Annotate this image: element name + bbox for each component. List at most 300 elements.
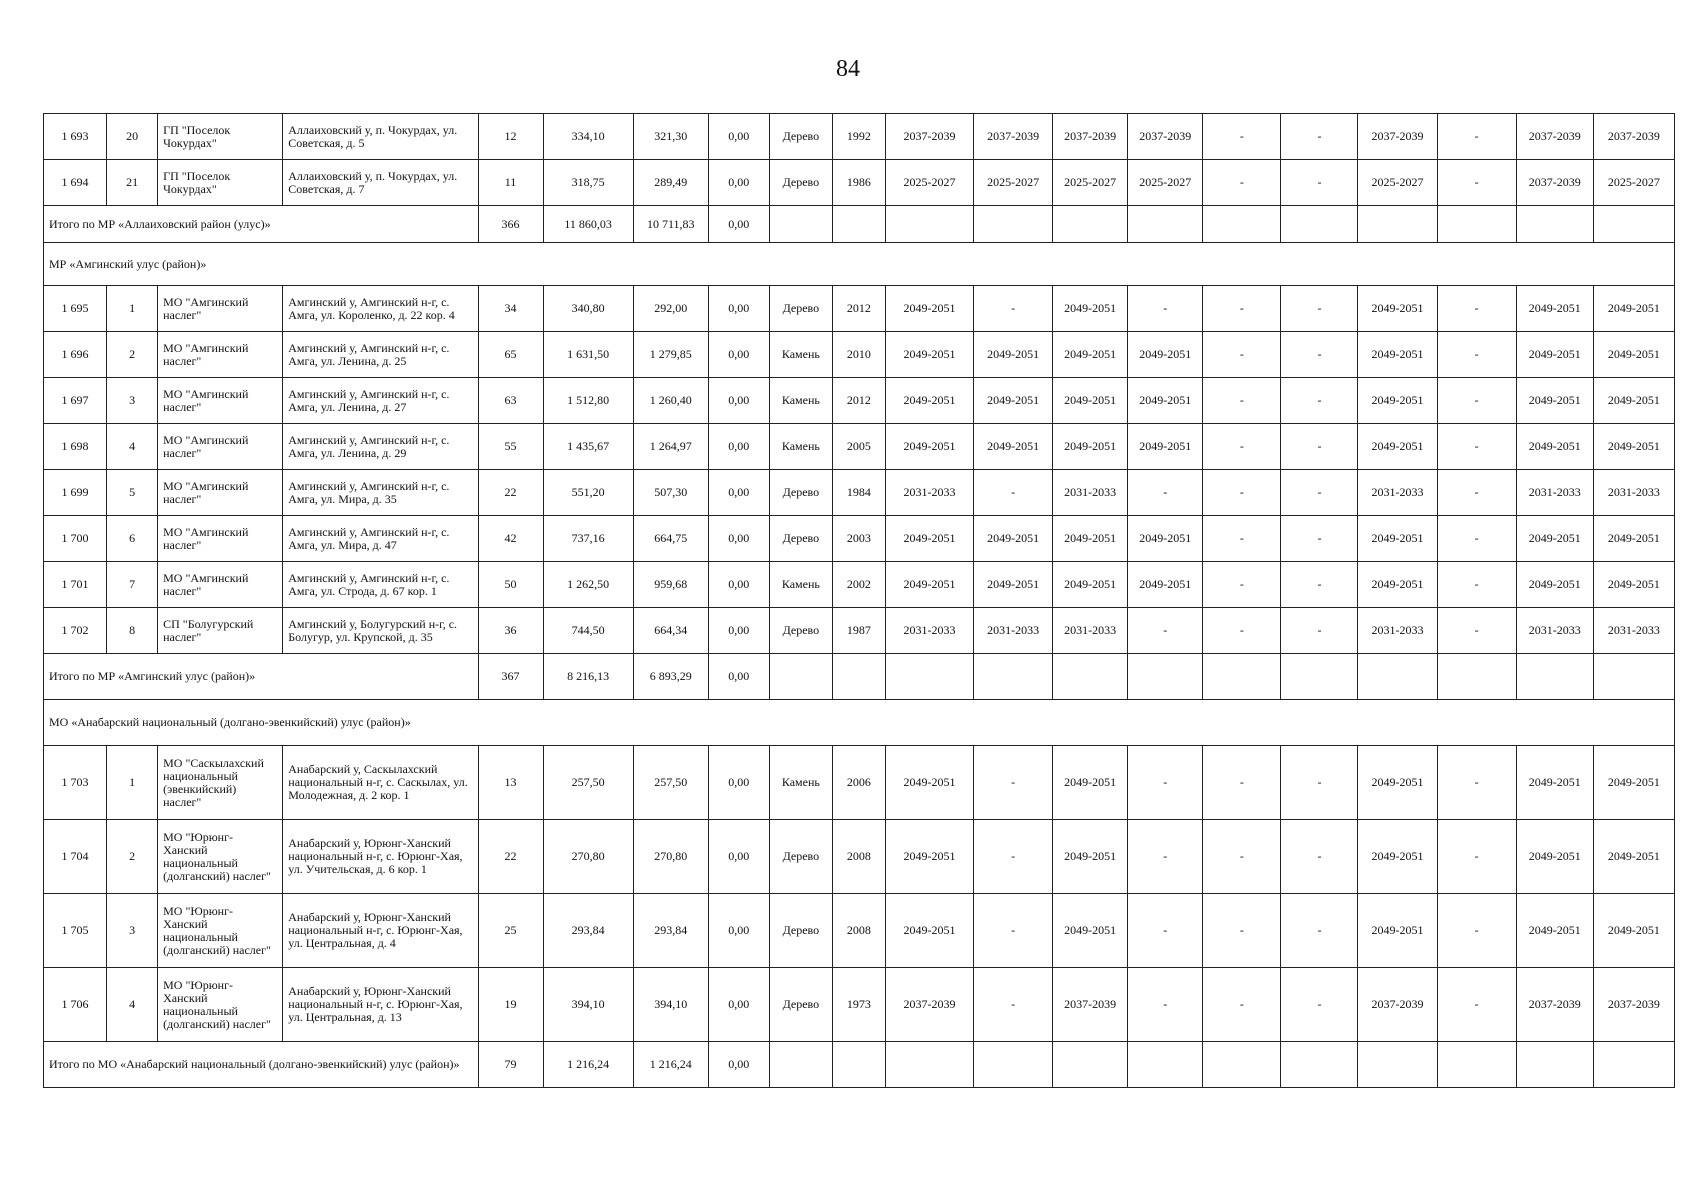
table-cell: - <box>1281 424 1358 470</box>
table-cell: - <box>1281 160 1358 206</box>
table-cell: - <box>1437 114 1516 160</box>
empty-cell <box>1593 206 1674 243</box>
empty-cell <box>769 206 832 243</box>
table-cell: - <box>1281 516 1358 562</box>
table-cell: 2031-2033 <box>1358 608 1437 654</box>
table-row <box>44 332 1675 378</box>
table-cell: - <box>1203 470 1281 516</box>
empty-cell <box>1437 654 1516 700</box>
table-cell: 1 512,80 <box>543 378 633 424</box>
table-cell: 5 <box>107 470 158 516</box>
table-cell: МО "Юрюнг-Ханский национальный (долганский) наслег" <box>158 968 283 1042</box>
table-cell: 1 698 <box>44 424 107 470</box>
table-cell: Амгинский у, Амгинский н-г, с. Амга, ул. Ленина, д. 25 <box>283 332 478 378</box>
table-cell: 1987 <box>832 608 885 654</box>
table-cell: 1 700 <box>44 516 107 562</box>
table-cell: 959,68 <box>633 562 708 608</box>
table-cell: - <box>974 968 1053 1042</box>
table-cell: Дерево <box>769 894 832 968</box>
table-cell: - <box>1203 516 1281 562</box>
table-cell: 8 <box>107 608 158 654</box>
total-row <box>44 1042 1675 1088</box>
table-cell: 2 <box>107 332 158 378</box>
table-cell: Дерево <box>769 470 832 516</box>
table-cell: - <box>1437 894 1516 968</box>
total-row <box>44 206 1675 243</box>
table-cell: 55 <box>478 424 543 470</box>
table-cell: 2037-2039 <box>1593 968 1674 1042</box>
table-cell: Анабарский у, Саскылахский национальный н-г, с. Саскылах, ул. Молодежная, д. 2 кор. 1 <box>283 746 478 820</box>
table-cell: 2049-2051 <box>1128 562 1203 608</box>
empty-cell <box>1053 1042 1128 1088</box>
table-cell: 2049-2051 <box>1053 820 1128 894</box>
table-cell: - <box>1128 820 1203 894</box>
table-cell: - <box>1437 608 1516 654</box>
table-cell: 1984 <box>832 470 885 516</box>
table-cell: 2049-2051 <box>1593 894 1674 968</box>
table-cell: - <box>1437 424 1516 470</box>
table-cell: 289,49 <box>633 160 708 206</box>
table-cell: 1 631,50 <box>543 332 633 378</box>
table-cell: 1 695 <box>44 286 107 332</box>
table-cell: 22 <box>478 820 543 894</box>
table-cell: 2037-2039 <box>1053 968 1128 1042</box>
table-row <box>44 160 1675 206</box>
table-cell: 6 <box>107 516 158 562</box>
table-cell: - <box>1203 286 1281 332</box>
table-cell: 2031-2033 <box>1053 470 1128 516</box>
table-cell: 1992 <box>832 114 885 160</box>
table-cell: Дерево <box>769 820 832 894</box>
table-cell: 394,10 <box>633 968 708 1042</box>
table-cell: 34 <box>478 286 543 332</box>
empty-cell <box>885 654 973 700</box>
table-cell: Анабарский у, Юрюнг-Ханский национальный н-г, с. Юрюнг-Хая, ул. Учительская, д. 6 кор. 1 <box>283 820 478 894</box>
table-cell: 12 <box>478 114 543 160</box>
empty-cell <box>974 206 1053 243</box>
table-cell: МО "Амгинский наслег" <box>158 516 283 562</box>
table-cell: 2049-2051 <box>1516 332 1593 378</box>
table-cell: 2031-2033 <box>885 608 973 654</box>
table-cell: 3 <box>107 894 158 968</box>
table-cell: 293,84 <box>633 894 708 968</box>
table-row <box>44 470 1675 516</box>
table-cell: 2049-2051 <box>1358 746 1437 820</box>
table-cell: 664,34 <box>633 608 708 654</box>
table-cell: 1 699 <box>44 470 107 516</box>
table-cell: 63 <box>478 378 543 424</box>
table-cell: 1 694 <box>44 160 107 206</box>
table-cell: 1986 <box>832 160 885 206</box>
table-cell: 2012 <box>832 286 885 332</box>
table-cell: Камень <box>769 424 832 470</box>
table-cell: 2010 <box>832 332 885 378</box>
table-cell: 2049-2051 <box>974 332 1053 378</box>
table-cell: МО "Амгинский наслег" <box>158 286 283 332</box>
table-cell: 1 702 <box>44 608 107 654</box>
table-row <box>44 746 1675 820</box>
table-cell: - <box>1437 332 1516 378</box>
table-cell: 2005 <box>832 424 885 470</box>
total-label: Итого по МР «Аллаиховский район (улус)» <box>44 206 479 243</box>
table-cell: Дерево <box>769 286 832 332</box>
table-cell: 394,10 <box>543 968 633 1042</box>
table-cell: 2049-2051 <box>885 424 973 470</box>
table-cell: - <box>1128 894 1203 968</box>
empty-cell <box>1203 1042 1281 1088</box>
table-cell: 36 <box>478 608 543 654</box>
table-cell: 1 435,67 <box>543 424 633 470</box>
table-cell: 4 <box>107 968 158 1042</box>
table-cell: - <box>1281 894 1358 968</box>
table-cell: 25 <box>478 894 543 968</box>
table-cell: 3 <box>107 378 158 424</box>
table-cell: Аллаиховский у, п. Чокурдах, ул. Советская, д. 5 <box>283 114 478 160</box>
empty-cell <box>1437 1042 1516 1088</box>
table-cell: 2006 <box>832 746 885 820</box>
table-row <box>44 378 1675 424</box>
table-cell: - <box>1281 608 1358 654</box>
table-cell: 2037-2039 <box>1358 968 1437 1042</box>
table-cell: 2031-2033 <box>1593 608 1674 654</box>
empty-cell <box>1358 654 1437 700</box>
table-cell: МО "Амгинский наслег" <box>158 424 283 470</box>
empty-cell <box>974 654 1053 700</box>
table-cell: 0,00 <box>708 894 769 968</box>
table-cell: - <box>1437 820 1516 894</box>
total-label: Итого по МО «Анабарский национальный (долгано-эвенкийский) улус (район)» <box>44 1042 479 1088</box>
total-cell: 1 216,24 <box>543 1042 633 1088</box>
table-body <box>44 114 1675 1088</box>
table-cell: Дерево <box>769 114 832 160</box>
table-cell: 2049-2051 <box>1593 332 1674 378</box>
table-cell: 0,00 <box>708 608 769 654</box>
table-cell: 2031-2033 <box>885 470 973 516</box>
table-cell: 22 <box>478 470 543 516</box>
table-cell: 2 <box>107 820 158 894</box>
section-title: МО «Анабарский национальный (долгано-эвенкийский) улус (район)» <box>44 700 1675 746</box>
table-cell: 2037-2039 <box>1358 114 1437 160</box>
empty-cell <box>832 1042 885 1088</box>
table-cell: Камень <box>769 378 832 424</box>
empty-cell <box>832 654 885 700</box>
table-cell: 1 701 <box>44 562 107 608</box>
table-cell: 257,50 <box>633 746 708 820</box>
table-cell: - <box>1437 286 1516 332</box>
table-cell: 2049-2051 <box>885 516 973 562</box>
section-header-row <box>44 243 1675 286</box>
table-cell: - <box>1128 968 1203 1042</box>
empty-cell <box>1516 1042 1593 1088</box>
total-row <box>44 654 1675 700</box>
table-cell: - <box>974 894 1053 968</box>
empty-cell <box>1281 206 1358 243</box>
table-cell: 2049-2051 <box>1516 286 1593 332</box>
table-cell: 2049-2051 <box>1516 820 1593 894</box>
table-cell: 2008 <box>832 894 885 968</box>
table-cell: 2049-2051 <box>974 562 1053 608</box>
table-cell: 664,75 <box>633 516 708 562</box>
table-cell: 1 696 <box>44 332 107 378</box>
table-cell: 0,00 <box>708 562 769 608</box>
table-cell: 2049-2051 <box>1053 562 1128 608</box>
table-cell: 2049-2051 <box>885 562 973 608</box>
table-cell: - <box>1281 286 1358 332</box>
total-cell: 0,00 <box>708 654 769 700</box>
table-cell: 2008 <box>832 820 885 894</box>
table-cell: - <box>1281 562 1358 608</box>
table-cell: - <box>1437 746 1516 820</box>
table-cell: 1 <box>107 286 158 332</box>
table-cell: 2049-2051 <box>1593 286 1674 332</box>
table-row <box>44 968 1675 1042</box>
table-cell: 13 <box>478 746 543 820</box>
empty-cell <box>1593 1042 1674 1088</box>
table-cell: 1 264,97 <box>633 424 708 470</box>
table-cell: 2049-2051 <box>1358 820 1437 894</box>
table-cell: 321,30 <box>633 114 708 160</box>
table-cell: - <box>1281 746 1358 820</box>
table-cell: - <box>1281 332 1358 378</box>
empty-cell <box>1281 1042 1358 1088</box>
table-cell: - <box>1281 968 1358 1042</box>
table-cell: 2049-2051 <box>885 378 973 424</box>
table-cell: Анабарский у, Юрюнг-Ханский национальный н-г, с. Юрюнг-Хая, ул. Центральная, д. 4 <box>283 894 478 968</box>
table-cell: 2049-2051 <box>1516 516 1593 562</box>
table-cell: 1 693 <box>44 114 107 160</box>
table-cell: - <box>1203 332 1281 378</box>
table-cell: 0,00 <box>708 470 769 516</box>
table-cell: 334,10 <box>543 114 633 160</box>
table-cell: 19 <box>478 968 543 1042</box>
table-cell: 2037-2039 <box>1128 114 1203 160</box>
table-cell: СП "Болугурский наслег" <box>158 608 283 654</box>
empty-cell <box>1053 206 1128 243</box>
table-cell: 1973 <box>832 968 885 1042</box>
table-cell: 2049-2051 <box>1358 424 1437 470</box>
table-cell: 2037-2039 <box>1516 114 1593 160</box>
table-cell: 2049-2051 <box>1516 894 1593 968</box>
table-cell: - <box>1128 746 1203 820</box>
table-cell: 2031-2033 <box>1358 470 1437 516</box>
table-cell: 2031-2033 <box>1053 608 1128 654</box>
table-cell: 0,00 <box>708 820 769 894</box>
empty-cell <box>1053 654 1128 700</box>
table-cell: Амгинский у, Амгинский н-г, с. Амга, ул. Ленина, д. 29 <box>283 424 478 470</box>
total-cell: 8 216,13 <box>543 654 633 700</box>
table-cell: 340,80 <box>543 286 633 332</box>
table-cell: 2037-2039 <box>1516 968 1593 1042</box>
table-cell: МО "Юрюнг-Ханский национальный (долганский) наслег" <box>158 820 283 894</box>
table-cell: 2049-2051 <box>1358 562 1437 608</box>
table-cell: 2012 <box>832 378 885 424</box>
table-cell: - <box>974 286 1053 332</box>
table-cell: 2025-2027 <box>885 160 973 206</box>
table-cell: 0,00 <box>708 114 769 160</box>
table-cell: ГП "Поселок Чокурдах" <box>158 160 283 206</box>
table-cell: 2031-2033 <box>1516 608 1593 654</box>
section-title: МР «Амгинский улус (район)» <box>44 243 1675 286</box>
table-cell: 0,00 <box>708 332 769 378</box>
table-row <box>44 608 1675 654</box>
table-cell: Аллаиховский у, п. Чокурдах, ул. Советская, д. 7 <box>283 160 478 206</box>
table-cell: 2049-2051 <box>974 516 1053 562</box>
table-cell: - <box>1281 378 1358 424</box>
table-cell: 1 706 <box>44 968 107 1042</box>
table-cell: 2037-2039 <box>885 968 973 1042</box>
table-cell: 0,00 <box>708 746 769 820</box>
table-cell: 65 <box>478 332 543 378</box>
table-cell: - <box>1203 424 1281 470</box>
table-cell: - <box>974 470 1053 516</box>
table-cell: 1 262,50 <box>543 562 633 608</box>
table-cell: - <box>1203 160 1281 206</box>
table-cell: 2049-2051 <box>1128 332 1203 378</box>
empty-cell <box>1358 1042 1437 1088</box>
table-cell: 1 704 <box>44 820 107 894</box>
table-cell: МО "Амгинский наслег" <box>158 332 283 378</box>
table-cell: 2037-2039 <box>1516 160 1593 206</box>
table-cell: Дерево <box>769 160 832 206</box>
table-cell: 270,80 <box>633 820 708 894</box>
table-cell: 2049-2051 <box>885 820 973 894</box>
table-cell: Камень <box>769 332 832 378</box>
table-cell: 2025-2027 <box>1128 160 1203 206</box>
table-cell: 257,50 <box>543 746 633 820</box>
section-header-row <box>44 700 1675 746</box>
table-cell: Амгинский у, Амгинский н-г, с. Амга, ул. Ленина, д. 27 <box>283 378 478 424</box>
table-cell: - <box>1128 286 1203 332</box>
table-cell: 2049-2051 <box>1593 746 1674 820</box>
table-cell: 0,00 <box>708 378 769 424</box>
table-cell: 744,50 <box>543 608 633 654</box>
total-cell: 0,00 <box>708 1042 769 1088</box>
total-label: Итого по МР «Амгинский улус (район)» <box>44 654 479 700</box>
table-cell: 2049-2051 <box>1053 332 1128 378</box>
empty-cell <box>1437 206 1516 243</box>
table-cell: МО "Юрюнг-Ханский национальный (долганский) наслег" <box>158 894 283 968</box>
table-cell: - <box>1437 160 1516 206</box>
housing-registry-table <box>43 113 1675 1088</box>
table-cell: - <box>974 746 1053 820</box>
table-cell: 2049-2051 <box>1128 378 1203 424</box>
table-cell: - <box>1281 820 1358 894</box>
empty-cell <box>769 654 832 700</box>
table-cell: 42 <box>478 516 543 562</box>
table-cell: 2049-2051 <box>1053 516 1128 562</box>
table-cell: 318,75 <box>543 160 633 206</box>
table-row <box>44 286 1675 332</box>
empty-cell <box>769 1042 832 1088</box>
table-cell: 2025-2027 <box>1358 160 1437 206</box>
table-row <box>44 820 1675 894</box>
table-cell: МО "Амгинский наслег" <box>158 470 283 516</box>
table-cell: 2049-2051 <box>1128 516 1203 562</box>
table-cell: 2025-2027 <box>974 160 1053 206</box>
table-cell: Дерево <box>769 608 832 654</box>
table-cell: 292,00 <box>633 286 708 332</box>
table-cell: - <box>1203 114 1281 160</box>
total-cell: 0,00 <box>708 206 769 243</box>
empty-cell <box>1203 654 1281 700</box>
table-cell: 1 <box>107 746 158 820</box>
table-cell: 270,80 <box>543 820 633 894</box>
table-cell: Камень <box>769 562 832 608</box>
table-cell: - <box>1203 968 1281 1042</box>
table-cell: - <box>1437 562 1516 608</box>
table-cell: Амгинский у, Амгинский н-г, с. Амга, ул. Мира, д. 35 <box>283 470 478 516</box>
table-cell: ГП "Поселок Чокурдах" <box>158 114 283 160</box>
table-cell: МО "Амгинский наслег" <box>158 378 283 424</box>
table-cell: - <box>1203 378 1281 424</box>
table-cell: Амгинский у, Амгинский н-г, с. Амга, ул. Короленко, д. 22 кор. 4 <box>283 286 478 332</box>
empty-cell <box>1203 206 1281 243</box>
table-cell: МО "Саскылахский национальный (эвенкийский) наслег" <box>158 746 283 820</box>
table-cell: 2049-2051 <box>1053 894 1128 968</box>
table-cell: 2049-2051 <box>1593 820 1674 894</box>
table-cell: 2031-2033 <box>974 608 1053 654</box>
table-cell: 2049-2051 <box>1358 516 1437 562</box>
table-cell: 2049-2051 <box>974 378 1053 424</box>
table-cell: 2049-2051 <box>885 332 973 378</box>
table-cell: Амгинский у, Болугурский н-г, с. Болугур, ул. Крупской, д. 35 <box>283 608 478 654</box>
empty-cell <box>1128 1042 1203 1088</box>
table-cell: 2049-2051 <box>1358 378 1437 424</box>
table-cell: Анабарский у, Юрюнг-Ханский национальный н-г, с. Юрюнг-Хая, ул. Центральная, д. 13 <box>283 968 478 1042</box>
empty-cell <box>1516 654 1593 700</box>
table-cell: 2049-2051 <box>1053 286 1128 332</box>
table-cell: 2049-2051 <box>1516 562 1593 608</box>
table-row <box>44 562 1675 608</box>
table-cell: 2049-2051 <box>1516 378 1593 424</box>
table-cell: 1 260,40 <box>633 378 708 424</box>
table-cell: 2037-2039 <box>885 114 973 160</box>
table-cell: Амгинский у, Амгинский н-г, с. Амга, ул. Строда, д. 67 кор. 1 <box>283 562 478 608</box>
page-number: 84 <box>836 56 860 82</box>
table-cell: 2049-2051 <box>1593 516 1674 562</box>
table-cell: Дерево <box>769 516 832 562</box>
table-cell: 2037-2039 <box>974 114 1053 160</box>
table-row <box>44 114 1675 160</box>
table-cell: 2049-2051 <box>885 286 973 332</box>
table-cell: 2049-2051 <box>1128 424 1203 470</box>
total-cell: 79 <box>478 1042 543 1088</box>
table-cell: 21 <box>107 160 158 206</box>
table-cell: 293,84 <box>543 894 633 968</box>
table-cell: 2025-2027 <box>1053 160 1128 206</box>
table-cell: 4 <box>107 424 158 470</box>
table-cell: 2049-2051 <box>1516 424 1593 470</box>
table-cell: 2049-2051 <box>1358 332 1437 378</box>
table-cell: 737,16 <box>543 516 633 562</box>
table-cell: - <box>1437 470 1516 516</box>
table-cell: 1 705 <box>44 894 107 968</box>
table-cell: 50 <box>478 562 543 608</box>
table-cell: - <box>1437 516 1516 562</box>
empty-cell <box>1281 654 1358 700</box>
table-cell: 0,00 <box>708 286 769 332</box>
table-cell: 2002 <box>832 562 885 608</box>
table-cell: 2049-2051 <box>1593 424 1674 470</box>
empty-cell <box>1358 206 1437 243</box>
empty-cell <box>1593 654 1674 700</box>
table-cell: 1 697 <box>44 378 107 424</box>
table-cell: - <box>1203 608 1281 654</box>
empty-cell <box>885 206 973 243</box>
table-cell: - <box>1128 470 1203 516</box>
table-cell: 2003 <box>832 516 885 562</box>
table-cell: 2049-2051 <box>1053 746 1128 820</box>
